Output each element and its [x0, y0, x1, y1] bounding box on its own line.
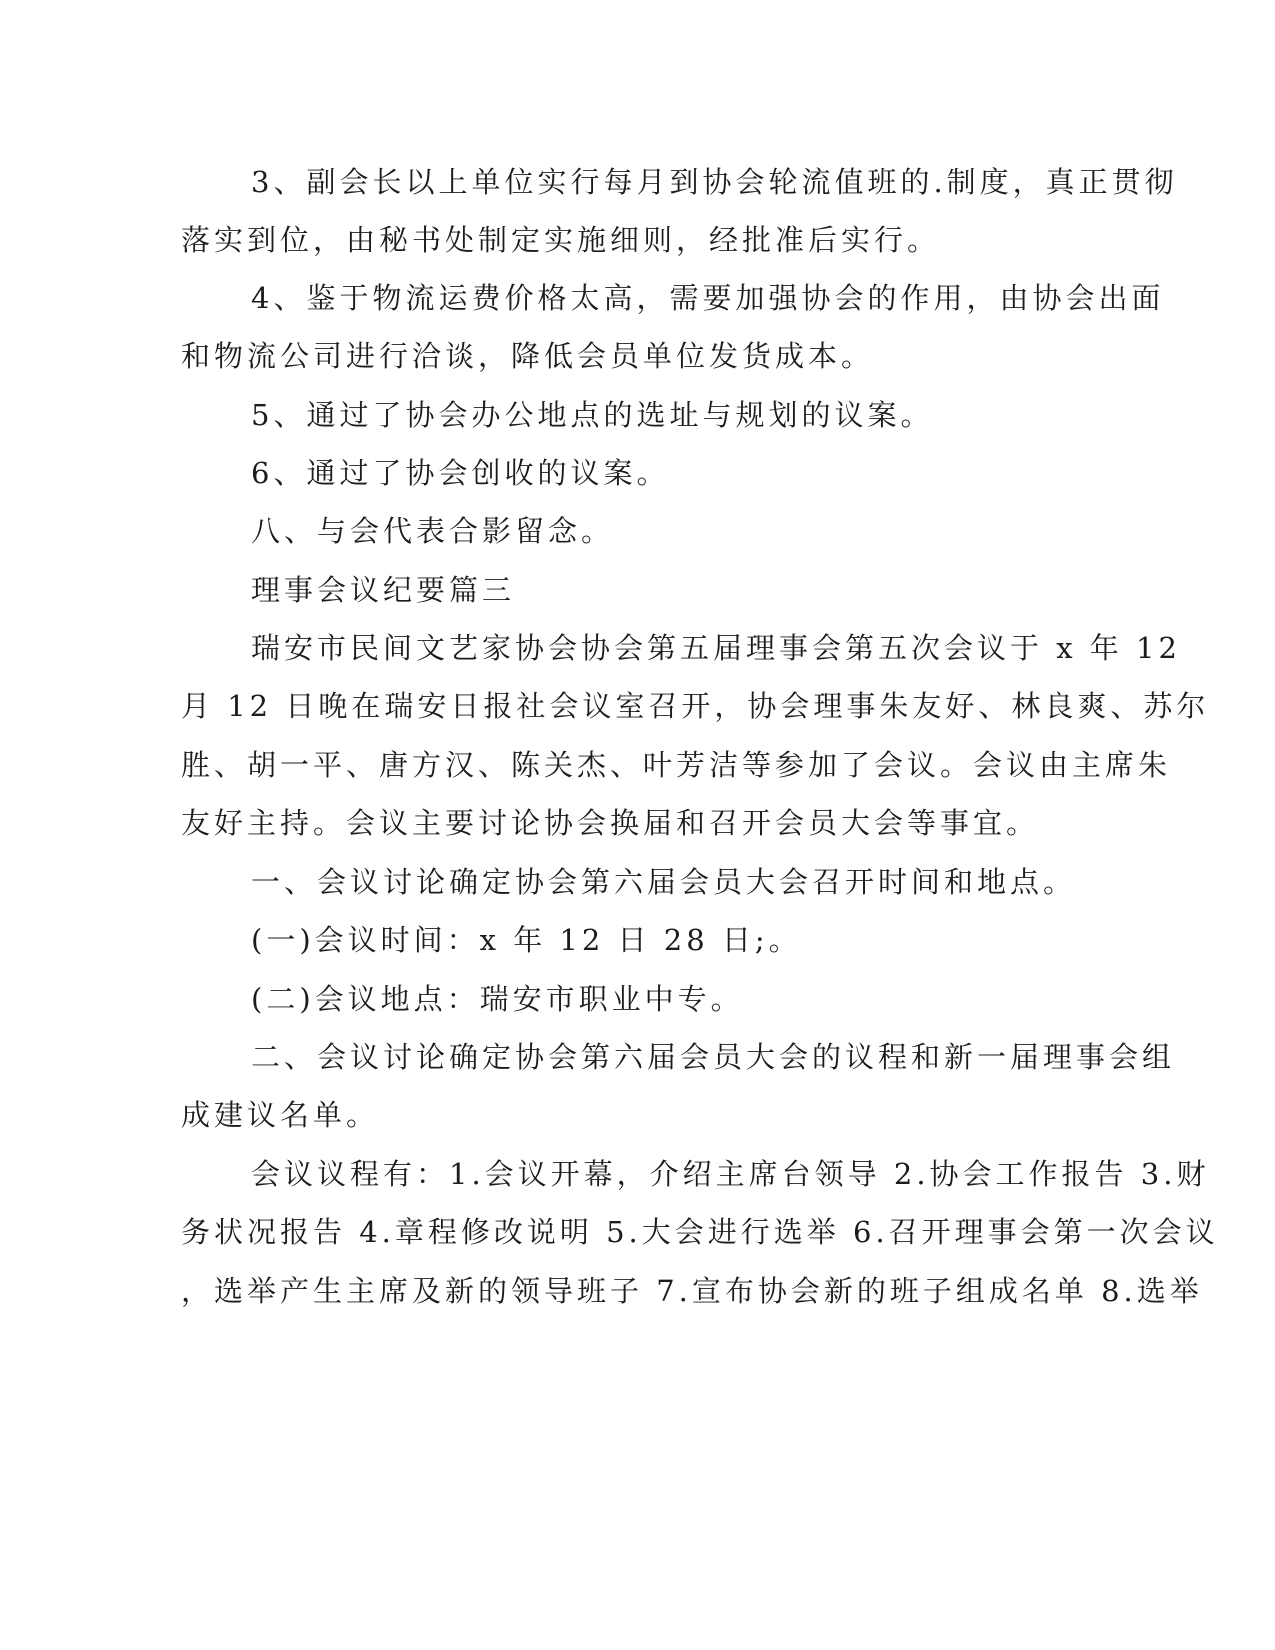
- text-line: 3、副会长以上单位实行每月到协会轮流值班的.制度，真正贯彻: [251, 165, 1178, 199]
- text-line: 成建议名单。: [181, 1098, 380, 1132]
- text-line: 月 12 日晚在瑞安日报社会议室召开，协会理事朱友好、林良爽、苏尔: [181, 689, 1210, 723]
- text-line: 5、通过了协会办公地点的选址与规划的议案。: [251, 398, 934, 432]
- text-line: 瑞安市民间文艺家协会协会第五届理事会第五次会议于 x 年 12: [251, 631, 1181, 665]
- text-line: (一)会议时间：x 年 12 日 28 日;。: [251, 923, 802, 957]
- text-line: 八、与会代表合影留念。: [251, 514, 615, 548]
- text-line: 二、会议讨论确定协会第六届会员大会的议程和新一届理事会组: [251, 1040, 1176, 1074]
- text-line: (二)会议地点：瑞安市职业中专。: [251, 982, 744, 1016]
- text-line: 一、会议讨论确定协会第六届会员大会召开时间和地点。: [251, 865, 1077, 899]
- text-line: ，选举产生主席及新的领导班子 7.宣布协会新的班子组成名单 8.选举: [181, 1274, 1203, 1308]
- text-line: 胜、胡一平、唐方汉、陈关杰、叶芳洁等参加了会议。会议由主席朱: [181, 748, 1172, 782]
- text-line: 4、鉴于物流运费价格太高，需要加强协会的作用，由协会出面: [251, 281, 1165, 315]
- text-line: 落实到位，由秘书处制定实施细则，经批准后实行。: [181, 223, 941, 257]
- text-line: 会议议程有：1.会议开幕，介绍主席台领导 2.协会工作报告 3.财: [251, 1157, 1210, 1191]
- text-line: 务状况报告 4.章程修改说明 5.大会进行选举 6.召开理事会第一次会议: [181, 1215, 1219, 1249]
- section-heading: 理事会议纪要篇三: [251, 573, 516, 607]
- text-line: 友好主持。会议主要讨论协会换届和召开会员大会等事宜。: [181, 806, 1040, 840]
- text-line: 6、通过了协会创收的议案。: [251, 456, 670, 490]
- text-line: 和物流公司进行洽谈，降低会员单位发货成本。: [181, 339, 875, 373]
